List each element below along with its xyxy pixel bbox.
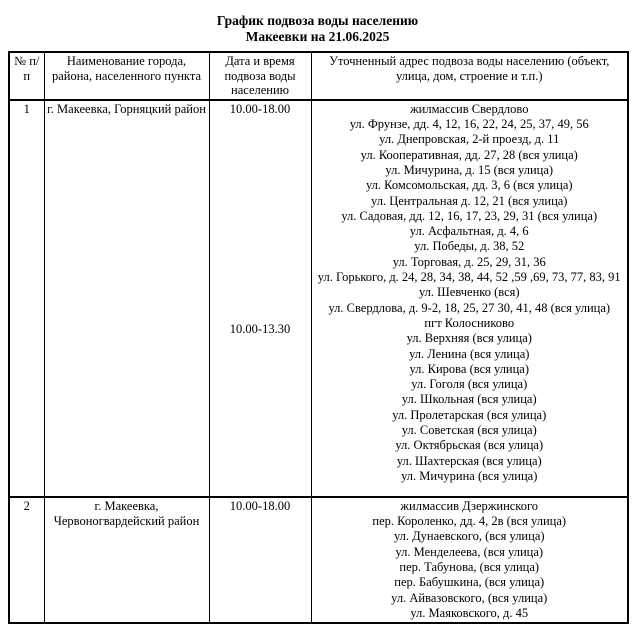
address-line: ул. Фрунзе, дд. 4, 12, 16, 22, 24, 25, 37, 49, 56 xyxy=(349,117,589,132)
address-line: пер. Табунова, (вся улица) xyxy=(399,559,540,574)
delivery-time-first: 10.00-18.00 xyxy=(229,101,291,116)
address-line: ул. Кирова (вся улица) xyxy=(409,361,530,376)
table-header-row xyxy=(9,52,628,100)
column-header-number: № п/п xyxy=(9,52,44,100)
row-number: 1 xyxy=(9,100,44,497)
address-line: ул. Менделеева, (вся улица) xyxy=(395,544,544,559)
address-line: ул. Шахтерская (вся улица) xyxy=(396,453,542,468)
address-line: ул. Кооперативная, дд. 27, 28 (вся улица) xyxy=(360,147,578,162)
delivery-time-second: 10.00-13.30 xyxy=(229,321,291,336)
delivery-time-cell xyxy=(209,100,311,497)
column-header-locality: Наименование города, района, населенного пункта xyxy=(44,52,209,100)
address-line: ул. Пролетарская (вся улица) xyxy=(392,407,547,422)
column-header-address: Уточненный адрес подвоза воды населению (объект, улица, дом, строение и т.п.) xyxy=(311,52,628,100)
address-line: ул. Гоголя (вся улица) xyxy=(411,377,528,392)
address-line: ул. Асфальтная, д. 4, 6 xyxy=(409,224,529,239)
address-line: ул. Садовая, дд. 12, 16, 17, 23, 29, 31 (вся улица) xyxy=(341,208,598,223)
address-line: ул. Мичурина, д. 15 (вся улица) xyxy=(385,162,554,177)
address-line: ул. Дунаевского, (вся улица) xyxy=(393,529,545,544)
locality-name: г. Макеевка, Червоногвардейский район xyxy=(44,497,209,623)
address-line: ул. Победы, д. 38, 52 xyxy=(414,239,525,254)
document-title-line-2: Макеевки на 21.06.2025 xyxy=(245,29,390,44)
address-line: ул. Советская (вся улица) xyxy=(401,423,537,438)
address-line: ул. Верхняя (вся улица) xyxy=(406,331,532,346)
address-list-cell xyxy=(311,100,628,497)
document-title xyxy=(8,13,627,45)
address-line: ул. Октябрьская (вся улица) xyxy=(395,438,544,453)
delivery-time-cell xyxy=(209,497,311,623)
address-line: ул. Айвазовского, (вся улица) xyxy=(391,590,548,605)
address-line: ул. Днепровская, 2-й проезд, д. 11 xyxy=(379,132,560,147)
address-line: жилмассив Дзержинского xyxy=(400,498,539,513)
column-header-datetime: Дата и время подвоза воды населению xyxy=(209,52,311,100)
address-line: ул. Школьная (вся улица) xyxy=(401,392,537,407)
address-line: ул. Торговая, д. 25, 29, 31, 36 xyxy=(392,254,546,269)
address-line: пер. Бабушкина, (вся улица) xyxy=(394,575,545,590)
address-line: жилмассив Свердлово xyxy=(410,101,529,116)
address-line: ул. Мичурина (вся улица) xyxy=(401,468,538,483)
address-line: ул. Маяковского, д. 45 xyxy=(410,605,529,620)
address-line: ул. Горького, д. 24, 28, 34, 38, 44, 52 ,59 ,69, 73, 77, 83, 91 xyxy=(317,270,621,285)
address-line: ул. Комсомольская, дд. 3, 6 (вся улица) xyxy=(365,178,573,193)
address-line: ул. Центральная д. 12, 21 (вся улица) xyxy=(371,193,568,208)
address-line: ул. Ленина (вся улица) xyxy=(409,346,530,361)
address-line: ул. Свердлова, д. 9-2, 18, 25, 27 30, 41, 48 (вся улица) xyxy=(328,300,611,315)
address-list-cell xyxy=(311,497,628,623)
water-delivery-schedule-table xyxy=(8,51,629,624)
address-list xyxy=(314,102,626,484)
table-row xyxy=(9,497,628,623)
address-list xyxy=(314,499,626,621)
address-line: ул. Шевченко (вся) xyxy=(418,285,520,300)
row-number: 2 xyxy=(9,497,44,623)
locality-name: г. Макеевка, Горняцкий район xyxy=(44,100,209,497)
address-line: пгт Колосниково xyxy=(424,315,515,330)
table-row xyxy=(9,100,628,497)
address-line: пер. Короленко, дд. 4, 2в (вся улица) xyxy=(372,514,567,529)
delivery-time-first: 10.00-18.00 xyxy=(229,498,291,513)
document-title-line-1: График подвоза воды населению xyxy=(216,13,419,28)
